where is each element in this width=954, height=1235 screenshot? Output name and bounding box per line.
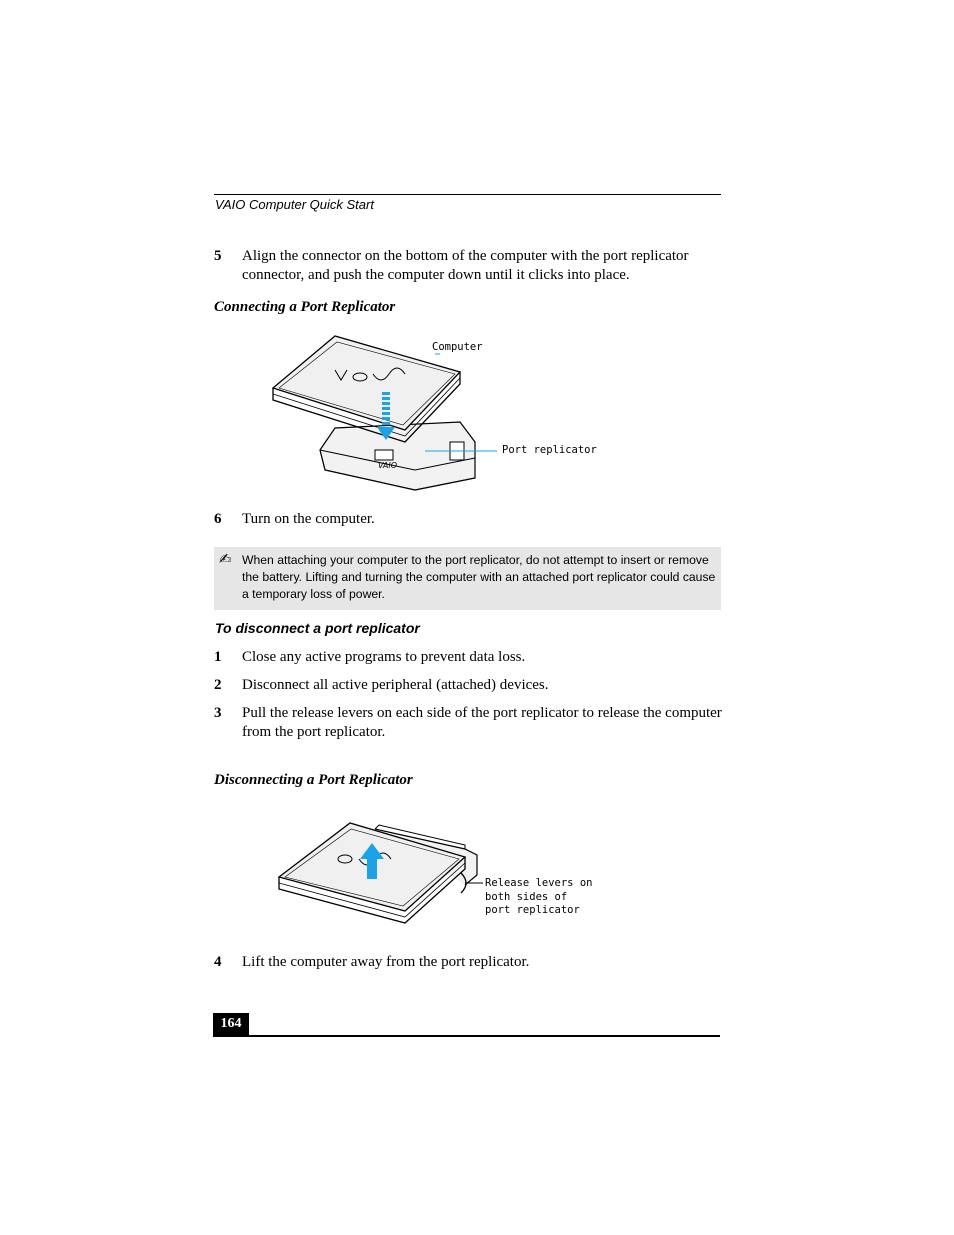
figure-caption-connecting: Connecting a Port Replicator xyxy=(214,299,396,315)
label-computer: Computer xyxy=(432,341,483,353)
step-text: Pull the release levers on each side of the port replicator to release the computer from the port replicator. xyxy=(242,705,722,740)
note-text: When attaching your computer to the port replicator, do not attempt to insert or remove the battery. Lifting and turning the computer with an attached port replicator could cause a temporary loss of power. xyxy=(242,553,716,601)
running-header: VAIO Computer Quick Start xyxy=(215,197,374,212)
step-text: Close any active programs to prevent data loss. xyxy=(242,649,526,665)
disconnecting-port-replicator-figure xyxy=(275,815,490,930)
step-text: Lift the computer away from the port replicator. xyxy=(242,954,530,970)
step-number: 3 xyxy=(214,705,222,721)
step-text: Align the connector on the bottom of the computer with the port replicator connector, and push the computer down until it clicks into place. xyxy=(242,248,689,283)
header-rule xyxy=(214,194,721,195)
disconnecting-illustration xyxy=(275,815,490,930)
section-heading-disconnect: To disconnect a port replicator xyxy=(215,620,420,636)
svg-text:VAIO: VAIO xyxy=(378,461,398,470)
label-release-levers: Release levers on both sides of port replicator xyxy=(485,877,593,916)
footer-rule xyxy=(213,1035,720,1037)
step-number: 5 xyxy=(214,248,222,264)
step-number: 4 xyxy=(214,954,222,970)
page-number: 164 xyxy=(213,1013,249,1037)
label-port-replicator: Port replicator xyxy=(502,444,597,456)
pencil-note-icon: ✍ xyxy=(219,550,232,568)
connecting-illustration xyxy=(265,330,595,495)
step-number: 2 xyxy=(214,677,222,693)
connecting-port-replicator-figure xyxy=(265,330,595,495)
step-number: 6 xyxy=(214,511,222,527)
step-number: 1 xyxy=(214,649,222,665)
note-box xyxy=(214,547,721,610)
figure-caption-disconnecting: Disconnecting a Port Replicator xyxy=(214,772,413,788)
step-text: Turn on the computer. xyxy=(242,511,375,527)
step-text: Disconnect all active peripheral (attached) devices. xyxy=(242,677,549,693)
